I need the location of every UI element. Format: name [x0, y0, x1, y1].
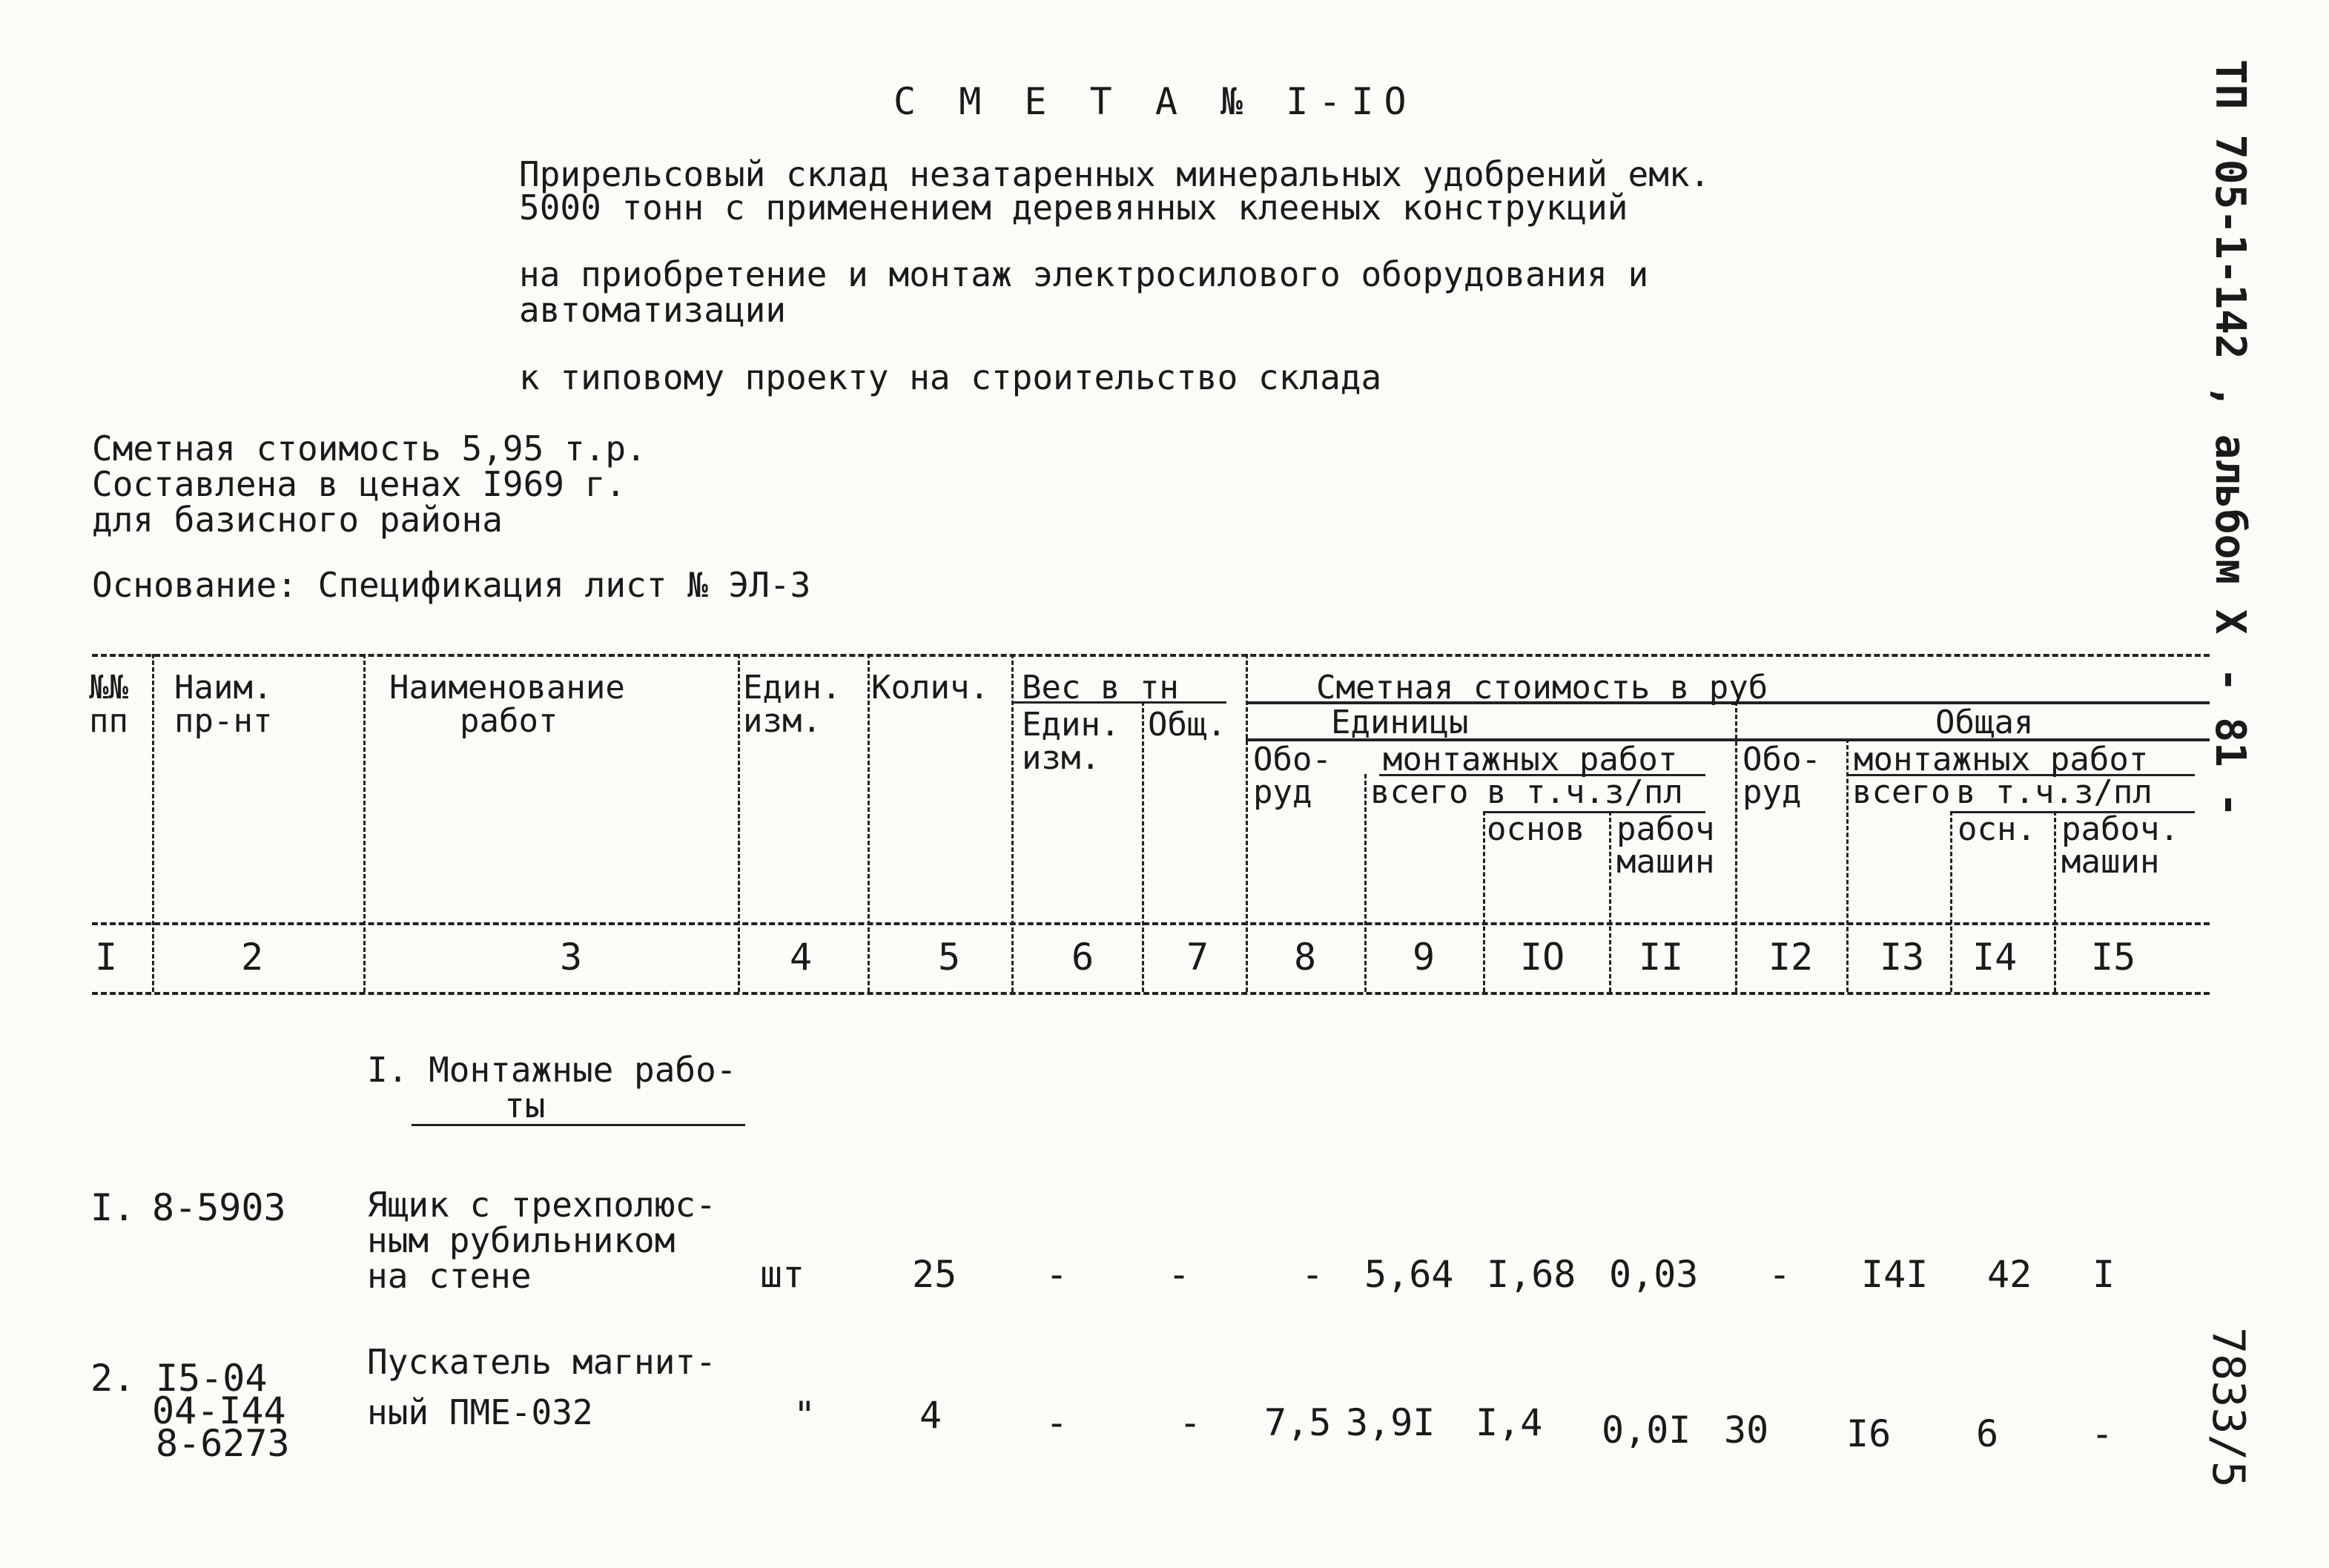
subtitle-line-5: к типовому проекту на строительство склада [519, 357, 1382, 397]
header-incl-total: в т.ч.з/пл [1956, 773, 2153, 811]
header-c12-b: руд [1742, 773, 1802, 811]
row-base-total: 6 [1976, 1412, 1999, 1455]
col-number: 8 [1294, 936, 1317, 979]
col-sep [1609, 811, 1611, 992]
price-year: Составлена в ценах I969 г. [92, 464, 627, 504]
row-code: I5-04 [156, 1357, 268, 1400]
row-all-total: I4I [1861, 1253, 1929, 1296]
header-top-rule [92, 654, 2210, 657]
header-c15-a: рабоч. [2061, 810, 2179, 848]
header-c8-a: Обо- [1253, 741, 1332, 778]
header-c9: всего [1370, 773, 1469, 811]
section-heading-b: ты [504, 1085, 546, 1125]
row-code: 04-I44 [152, 1389, 286, 1432]
header-weight-unit-b: изм. [1022, 739, 1100, 777]
row-all: 5,64 [1364, 1253, 1454, 1296]
col-sep [1735, 701, 1737, 992]
header-c11-a: рабоч [1616, 810, 1715, 848]
col-number: I [95, 936, 118, 979]
row-workers: 0,03 [1609, 1253, 1699, 1296]
subtitle-line-2: 5000 тонн с применением деревянных клееных конструкций [519, 188, 1628, 228]
col-number: I4 [1972, 936, 2018, 979]
header-c10: основ [1487, 810, 1585, 848]
col-number: I5 [2091, 936, 2136, 979]
header-c4-a: Един. [743, 669, 842, 707]
col-number: IO [1520, 936, 1565, 979]
col-number: 5 [938, 936, 961, 979]
col-sep [868, 654, 870, 992]
col-number: I2 [1768, 936, 1814, 979]
header-incl-unit: в т.ч.з/пл [1487, 773, 1683, 811]
row-equip: 7,5 [1264, 1401, 1332, 1444]
col-number: 4 [790, 936, 813, 979]
row-base-total: 42 [1987, 1253, 2032, 1296]
header-c2-b: пр-нт [174, 702, 273, 740]
col-sep [1246, 654, 1248, 992]
header-mont-unit: монтажных работ [1383, 741, 1678, 778]
row-name: ным рубильником [367, 1220, 675, 1260]
row-qty: 25 [912, 1253, 957, 1296]
section-underline [412, 1124, 745, 1126]
row-unit: " [793, 1394, 816, 1437]
header-c13: всего [1852, 773, 1951, 811]
col-sep [1846, 738, 1849, 992]
col-number: 2 [241, 936, 264, 979]
header-c4-b: изм. [743, 702, 822, 740]
header-c14: осн. [1958, 810, 2036, 848]
header-c1-a: №№ [89, 669, 128, 707]
row-equip-total: - [1768, 1253, 1791, 1296]
col-number: II [1639, 936, 1684, 979]
col-number: 6 [1071, 936, 1094, 979]
section-heading-a: I. Монтажные рабо- [367, 1050, 737, 1090]
col-sep [363, 654, 366, 992]
header-bottom-rule [92, 992, 2210, 995]
col-sep [738, 654, 740, 992]
sheet-number: 7833/5 [2202, 1327, 2254, 1488]
header-c2-a: Наим. [174, 669, 273, 707]
subtitle-line-1: Прирельсовый склад незатаренных минеральных удобрений емк. [519, 154, 1711, 194]
row-name: Ящик с трехполюс- [367, 1185, 716, 1225]
row-all: 3,9I [1346, 1401, 1436, 1444]
header-unit: Единицы [1331, 704, 1469, 741]
row-weight-total: - [1179, 1401, 1202, 1444]
row-number: I. [90, 1186, 136, 1229]
header-weight: Вес в тн [1022, 669, 1179, 707]
header-total: Общая [1935, 704, 2034, 741]
row-weight-unit: - [1045, 1253, 1068, 1296]
col-sep [152, 654, 154, 992]
row-code: 8-5903 [152, 1186, 286, 1229]
row-name: на стене [367, 1256, 532, 1296]
col-sep [1950, 811, 1952, 992]
row-name: Пускатель магнит- [367, 1342, 716, 1382]
col-number: 3 [560, 936, 583, 979]
col-sep [1483, 811, 1485, 992]
col-number: 7 [1186, 936, 1209, 979]
header-c3-b: работ [460, 702, 558, 740]
row-number: 2. [90, 1357, 136, 1400]
project-code: ТП 705-1-142 , альбом X [2206, 59, 2254, 635]
row-equip-total: 30 [1724, 1409, 1769, 1452]
header-weight-unit-a: Един. [1022, 706, 1120, 744]
row-workers: 0,0I [1602, 1409, 1691, 1452]
header-c15-b: машин [2061, 843, 2160, 881]
col-sep [1011, 654, 1014, 992]
base-region: для базисного района [92, 500, 503, 540]
header-weight-total: Общ. [1148, 706, 1226, 744]
header-mont-total: монтажных работ [1854, 741, 2149, 778]
row-name: ный ПМЕ-032 [367, 1392, 593, 1432]
row-qty: 4 [919, 1394, 942, 1437]
row-weight-total: - [1168, 1253, 1191, 1296]
row-unit: шт [760, 1253, 805, 1296]
col-sep [1142, 701, 1144, 992]
row-workers-total: - [2091, 1412, 2114, 1455]
subtitle-line-3: на приобретение и монтаж электросилового оборудования и [519, 254, 1649, 294]
header-c1-b: пп [89, 702, 128, 740]
header-c5: Колич. [871, 669, 989, 707]
basis-reference: Основание: Спецификация лист № ЭЛ-3 [92, 565, 811, 605]
col-number: 9 [1413, 936, 1436, 979]
header-c12-a: Обо- [1742, 741, 1821, 778]
row-code: 8-6273 [156, 1422, 290, 1465]
col-number: I3 [1880, 936, 1925, 979]
row-all-total: I6 [1846, 1412, 1892, 1455]
header-c8-b: руд [1253, 773, 1312, 811]
col-sep [2054, 811, 2056, 992]
document-title: С М Е Т А № I-IO [893, 80, 1417, 123]
row-workers-total: I [2092, 1253, 2115, 1296]
header-c3-a: Наименование [389, 669, 625, 707]
header-cost: Сметная стоимость в руб [1316, 669, 1768, 707]
row-base: I,68 [1487, 1253, 1576, 1296]
subtitle-line-4: автоматизации [519, 290, 787, 330]
estimated-cost: Сметная стоимость 5,95 т.р. [92, 429, 647, 469]
col-sep [1364, 774, 1367, 992]
row-base: I,4 [1476, 1401, 1543, 1444]
page-number: - 81 - [2206, 667, 2254, 818]
row-equip: - [1301, 1253, 1324, 1296]
header-c11-b: машин [1616, 843, 1715, 881]
row-weight-unit: - [1045, 1401, 1068, 1444]
header-mid-rule [92, 922, 2210, 925]
